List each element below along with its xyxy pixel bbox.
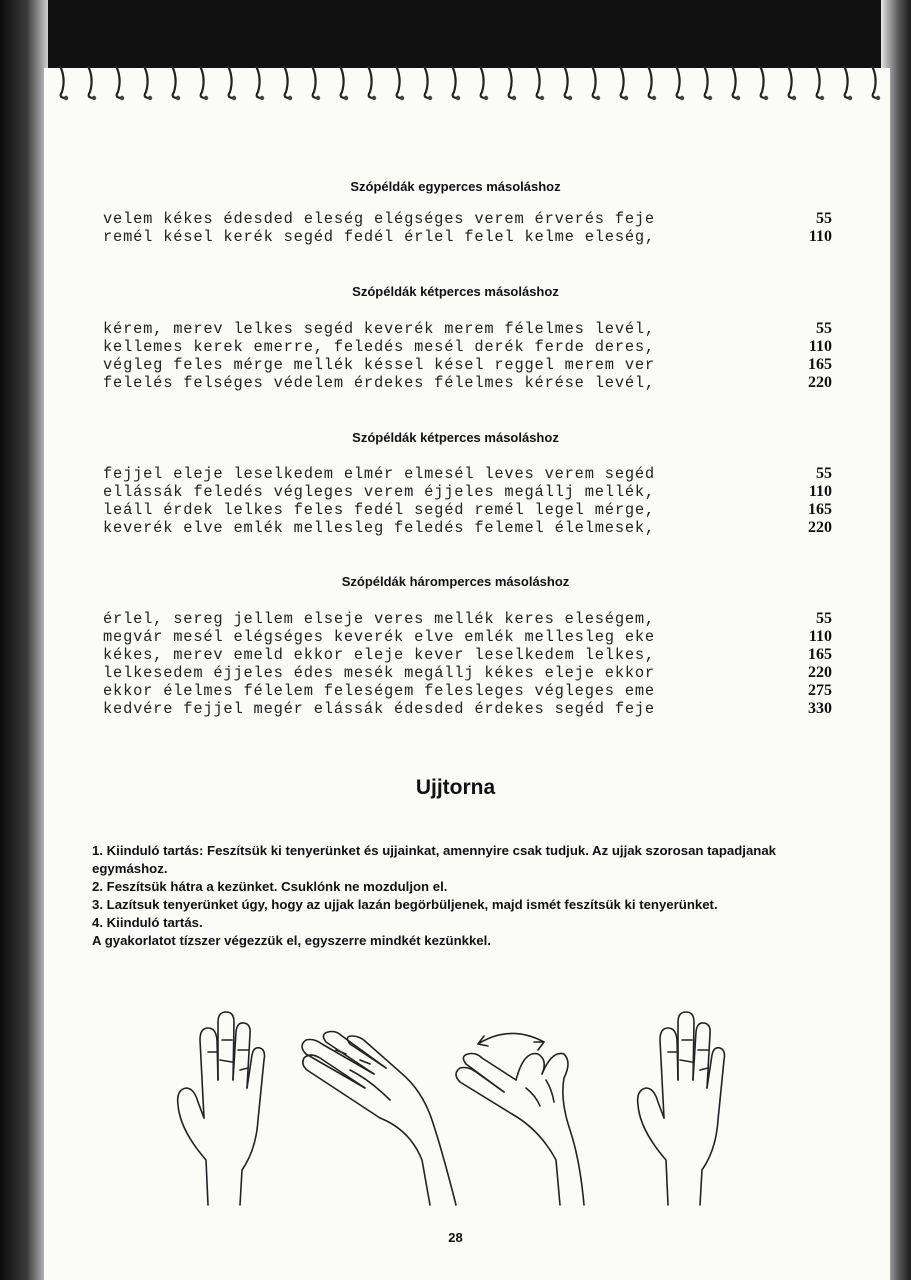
binding-hole xyxy=(400,96,404,100)
binding-hole xyxy=(260,96,264,100)
word-line: kékes, merev emeld ekkor eleje kever leselkedem lelkes, xyxy=(103,646,655,664)
spiral-ring xyxy=(200,66,206,98)
character-count: 275 xyxy=(808,682,832,699)
binding-hole xyxy=(512,96,516,100)
raised-hand-icon xyxy=(638,1012,725,1205)
spiral-ring xyxy=(676,66,682,98)
character-counts xyxy=(790,465,832,537)
word-line: megvár mesél elégséges keverék elve emlék mellesleg eke xyxy=(103,628,655,646)
word-list xyxy=(103,210,703,246)
binding-hole xyxy=(540,96,544,100)
spiral-ring xyxy=(564,66,570,98)
word-line: fejjel eleje leselkedem elmér elmesél leves verem segéd xyxy=(103,465,655,483)
binding-hole xyxy=(176,96,180,100)
instruction-step: 1. Kiinduló tartás: Feszítsük ki tenyerünket és ujjainkat, amennyire csak tudjuk. Az ujjak szorosan tapadjanak egymáshoz. xyxy=(92,843,777,876)
word-list xyxy=(103,465,703,537)
binding-hole xyxy=(596,96,600,100)
binding-hole xyxy=(120,96,124,100)
hand-exercise-illustrations xyxy=(160,1010,760,1210)
character-count: 110 xyxy=(808,483,832,500)
spiral-ring xyxy=(508,66,514,98)
spiral-ring xyxy=(872,66,878,98)
binding-hole xyxy=(820,96,824,100)
word-line: felelés felséges védelem érdekes félelmes kérése levél, xyxy=(103,374,655,392)
character-counts xyxy=(790,320,832,392)
section-title: Szópéldák egyperces másoláshoz xyxy=(350,179,561,194)
character-counts xyxy=(790,210,832,246)
word-line: keverék elve emlék mellesleg feledés felemel élelmesek, xyxy=(103,519,655,537)
raised-hand-icon xyxy=(178,1012,265,1205)
page-number: 28 xyxy=(448,1230,463,1245)
spiral-ring xyxy=(760,66,766,98)
binding-hole xyxy=(204,96,208,100)
binding-hole xyxy=(792,96,796,100)
binding-hole xyxy=(428,96,432,100)
binding-hole xyxy=(736,96,740,100)
spiral-ring xyxy=(844,66,850,98)
binding-hole xyxy=(64,96,68,100)
exercise-instructions xyxy=(92,842,837,950)
binding-hole xyxy=(848,96,852,100)
word-line: kérem, merev lelkes segéd keverék merem félelmes levél, xyxy=(103,320,655,338)
spiral-ring xyxy=(144,66,150,98)
instruction-step: 2. Feszítsük hátra a kezünket. Csuklónk ne mozduljon el. xyxy=(92,879,448,894)
word-line: lelkesedem éjjeles édes mesék megállj kékes eleje ekkor xyxy=(103,664,655,682)
spiral-ring xyxy=(732,66,738,98)
character-count: 110 xyxy=(808,628,832,645)
binding-hole xyxy=(232,96,236,100)
binding-hole xyxy=(764,96,768,100)
spiral-binding xyxy=(50,62,890,102)
binding-hole xyxy=(92,96,96,100)
spiral-ring xyxy=(536,66,542,98)
word-line: ekkor élelmes félelem feleségem felesleges végleges eme xyxy=(103,682,655,700)
character-count: 165 xyxy=(808,646,832,663)
instruction-note: A gyakorlatot tízszer végezzük el, egyszerre mindkét kezünkkel. xyxy=(92,933,491,948)
binding-hole xyxy=(708,96,712,100)
character-count: 220 xyxy=(808,374,832,391)
word-list xyxy=(103,320,703,392)
word-line: velem kékes édesded eleség elégséges verem érverés feje xyxy=(103,210,655,228)
binding-hole xyxy=(316,96,320,100)
character-count: 330 xyxy=(808,700,832,717)
spiral-ring xyxy=(60,66,66,98)
spiral-ring xyxy=(648,66,654,98)
word-line: kedvére fejjel megér elássák édesded érdekes segéd feje xyxy=(103,700,655,718)
spiral-ring xyxy=(452,66,458,98)
spiral-ring xyxy=(256,66,262,98)
binding-hole xyxy=(372,96,376,100)
spiral-ring xyxy=(620,66,626,98)
binding-hole xyxy=(484,96,488,100)
instruction-step: 4. Kiinduló tartás. xyxy=(92,915,203,930)
word-line: leáll érdek lelkes feles fedél segéd remél legel mérge, xyxy=(103,501,655,519)
spiral-ring xyxy=(424,66,430,98)
binding-hole xyxy=(288,96,292,100)
hand-curling-icon xyxy=(456,1033,584,1205)
binding-hole xyxy=(680,96,684,100)
instruction-step: 3. Lazítsuk tenyerünket úgy, hogy az ujjak lazán begörbüljenek, majd ismét feszítsük ki tenyerünket. xyxy=(92,897,718,912)
binding-hole xyxy=(568,96,572,100)
binding-hole xyxy=(344,96,348,100)
binding-hole xyxy=(624,96,628,100)
word-list xyxy=(103,610,703,718)
spiral-ring xyxy=(816,66,822,98)
binding-hole xyxy=(652,96,656,100)
word-line: végleg feles mérge mellék késsel késel reggel merem ver xyxy=(103,356,655,374)
character-count: 55 xyxy=(816,465,832,482)
word-line: érlel, sereg jellem elseje veres mellék keres eleségem, xyxy=(103,610,655,628)
spiral-ring xyxy=(480,66,486,98)
section-title: Szópéldák kétperces másoláshoz xyxy=(352,284,559,299)
section-title: Szópéldák háromperces másoláshoz xyxy=(341,574,570,589)
character-count: 55 xyxy=(816,610,832,627)
character-count: 165 xyxy=(808,501,832,518)
character-count: 165 xyxy=(808,356,832,373)
binding-hole xyxy=(876,96,880,100)
binding-hole xyxy=(148,96,152,100)
character-count: 220 xyxy=(808,519,832,536)
spiral-ring xyxy=(788,66,794,98)
character-count: 110 xyxy=(808,228,832,245)
word-line: kellemes kerek emerre, feledés mesél derék ferde deres, xyxy=(103,338,655,356)
spiral-ring xyxy=(368,66,374,98)
spiral-ring xyxy=(396,66,402,98)
character-count: 55 xyxy=(816,320,832,337)
spiral-ring xyxy=(172,66,178,98)
character-count: 55 xyxy=(816,210,832,227)
character-count: 110 xyxy=(808,338,832,355)
spiral-ring xyxy=(116,66,122,98)
exercise-heading: Ujjtorna xyxy=(415,776,496,799)
word-line: remél késel kerék segéd fedél érlel felel kelme eleség, xyxy=(103,228,655,246)
binding-hole xyxy=(456,96,460,100)
spiral-ring xyxy=(88,66,94,98)
spiral-ring xyxy=(704,66,710,98)
section-title: Szópéldák kétperces másoláshoz xyxy=(352,430,559,445)
word-line: ellássák feledés végleges verem éjjeles megállj mellék, xyxy=(103,483,655,501)
spiral-ring xyxy=(284,66,290,98)
spiral-ring xyxy=(312,66,318,98)
spiral-ring xyxy=(592,66,598,98)
character-counts xyxy=(790,610,832,718)
scan-border-top xyxy=(0,0,911,70)
spiral-ring xyxy=(228,66,234,98)
spiral-ring xyxy=(340,66,346,98)
hand-bent-back-icon xyxy=(302,1032,456,1206)
character-count: 220 xyxy=(808,664,832,681)
